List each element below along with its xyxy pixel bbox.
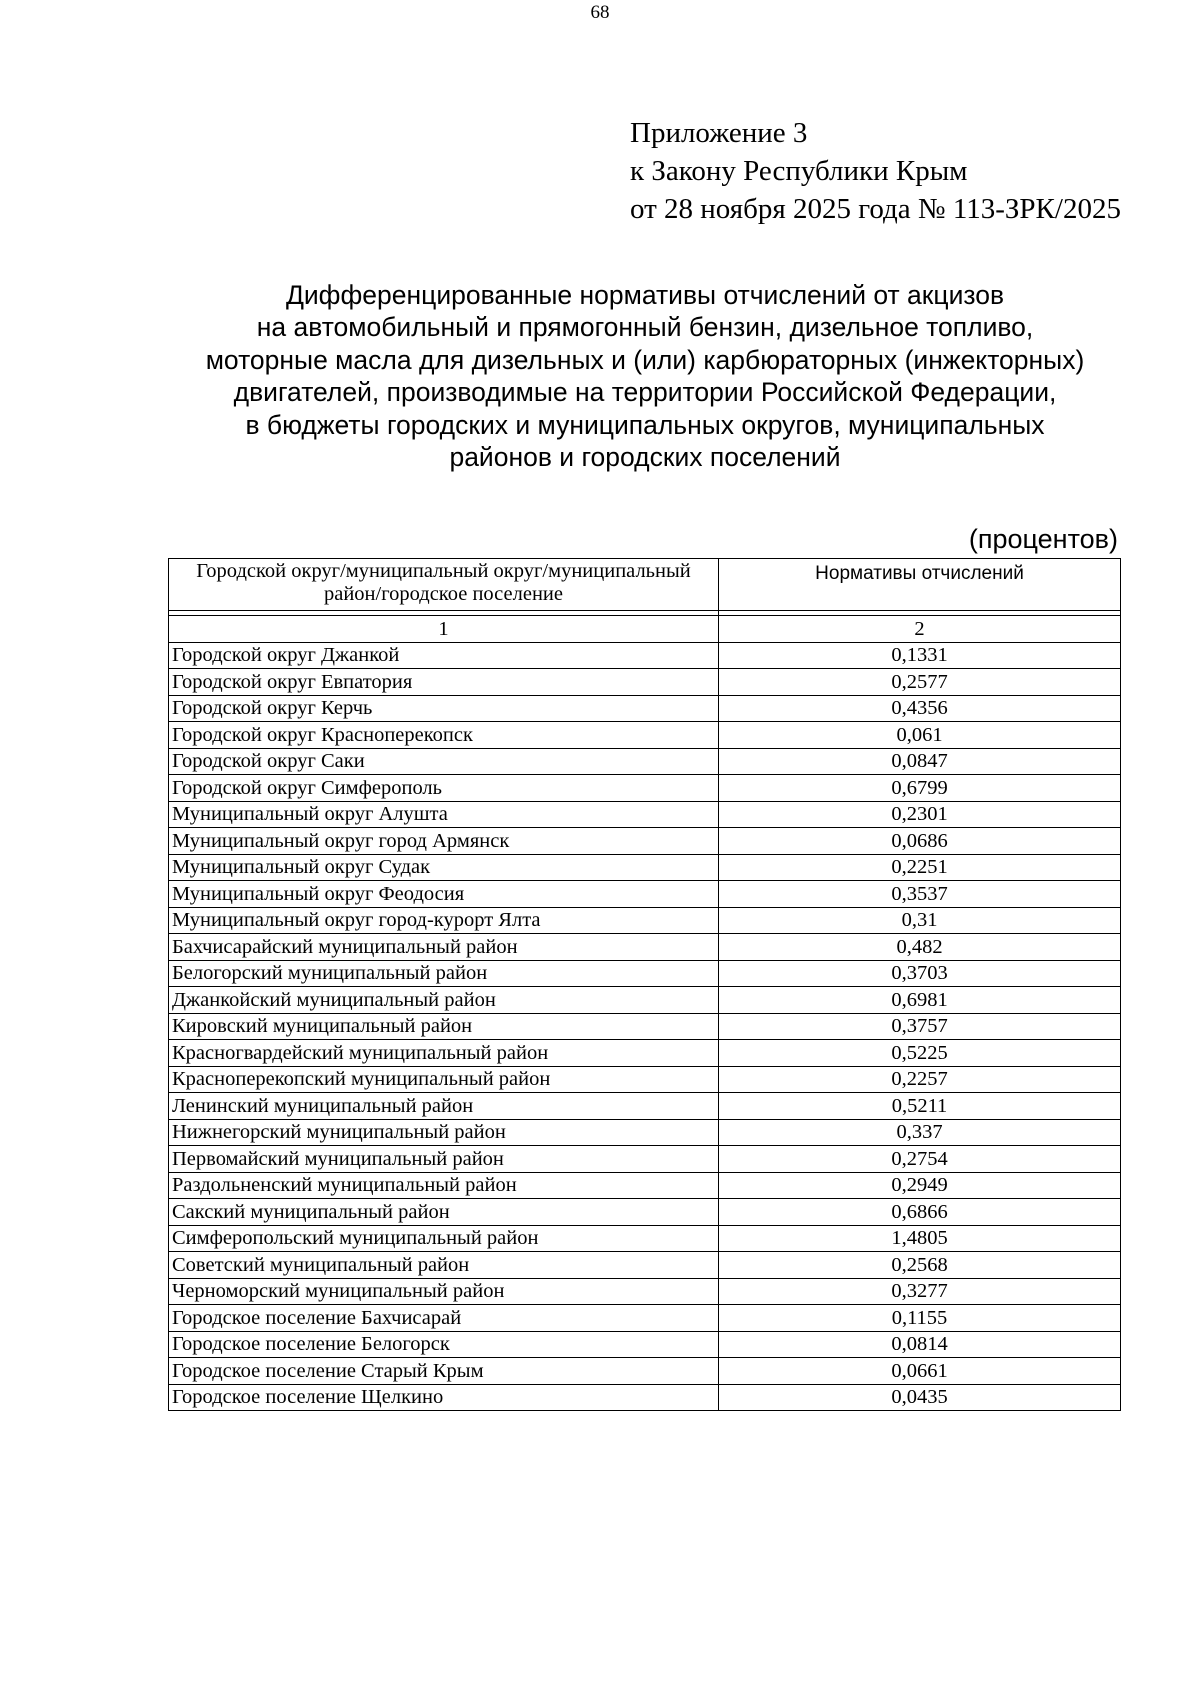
title-line: моторные масла для дизельных и (или) карбюраторных (инжекторных) [205, 344, 1085, 375]
row-value: 0,4356 [719, 695, 1121, 722]
table-row [169, 854, 1121, 881]
table-row [169, 934, 1121, 961]
table-row [169, 695, 1121, 722]
row-name: Городской округ Джанкой [169, 642, 719, 669]
appendix-line: от 28 ноября 2025 года № 113-ЗРК/2025 [630, 193, 1121, 225]
column-number: 2 [719, 616, 1121, 643]
table-row [169, 1013, 1121, 1040]
page-number: 68 [590, 2, 610, 23]
row-name: Белогорский муниципальный район [169, 960, 719, 987]
row-name: Городской округ Керчь [169, 695, 719, 722]
row-name: Раздольненский муниципальный район [169, 1172, 719, 1199]
table-row [169, 1358, 1121, 1385]
title-line: на автомобильный и прямогонный бензин, дизельное топливо, [256, 312, 1034, 343]
table-row [169, 1331, 1121, 1358]
row-name: Городской округ Саки [169, 748, 719, 775]
row-value: 0,0847 [719, 748, 1121, 775]
row-value: 0,2251 [719, 854, 1121, 881]
column-number: 1 [169, 616, 719, 643]
title-line: в бюджеты городских и муниципальных округов, муниципальных [245, 409, 1045, 440]
row-value: 0,337 [719, 1119, 1121, 1146]
header-col1-line: район/городское поселение [323, 583, 563, 605]
header-col1-line: Городской округ/муниципальный округ/муниципальный [196, 560, 691, 582]
table-row [169, 1040, 1121, 1067]
table-row [169, 748, 1121, 775]
table-row [169, 669, 1121, 696]
row-value: 0,3277 [719, 1278, 1121, 1305]
row-value: 0,2301 [719, 801, 1121, 828]
appendix-line: Приложение 3 [630, 117, 808, 149]
row-value: 0,2257 [719, 1066, 1121, 1093]
table-header-row [169, 559, 1121, 611]
row-name: Джанкойский муниципальный район [169, 987, 719, 1014]
row-name: Муниципальный округ Судак [169, 854, 719, 881]
row-name: Городское поселение Щелкино [169, 1384, 719, 1411]
row-value: 0,0814 [719, 1331, 1121, 1358]
row-value: 0,6866 [719, 1199, 1121, 1226]
row-value: 0,6799 [719, 775, 1121, 802]
row-value: 0,3757 [719, 1013, 1121, 1040]
table-row [169, 722, 1121, 749]
norms-table [168, 558, 1121, 1411]
row-value: 1,4805 [719, 1225, 1121, 1252]
row-value: 0,2568 [719, 1252, 1121, 1279]
row-name: Городской округ Симферополь [169, 775, 719, 802]
table-row [169, 1093, 1121, 1120]
row-name: Городское поселение Бахчисарай [169, 1305, 719, 1332]
row-name: Городское поселение Белогорск [169, 1331, 719, 1358]
table-row [169, 1066, 1121, 1093]
row-name: Нижнегорский муниципальный район [169, 1119, 719, 1146]
table-row [169, 1199, 1121, 1226]
row-name: Красноперекопский муниципальный район [169, 1066, 719, 1093]
row-value: 0,0435 [719, 1384, 1121, 1411]
row-value: 0,5225 [719, 1040, 1121, 1067]
table-row [169, 881, 1121, 908]
header-col2: Нормативы отчислений [719, 559, 1121, 611]
row-name: Городской округ Евпатория [169, 669, 719, 696]
row-value: 0,5211 [719, 1093, 1121, 1120]
table-row [169, 987, 1121, 1014]
table-row [169, 960, 1121, 987]
row-name: Городское поселение Старый Крым [169, 1358, 719, 1385]
row-value: 0,2754 [719, 1146, 1121, 1173]
table-row [169, 801, 1121, 828]
row-name: Муниципальный округ город Армянск [169, 828, 719, 855]
table-row [169, 1119, 1121, 1146]
row-name: Муниципальный округ Феодосия [169, 881, 719, 908]
row-name: Кировский муниципальный район [169, 1013, 719, 1040]
row-value: 0,31 [719, 907, 1121, 934]
table-row [169, 1146, 1121, 1173]
appendix-reference [630, 114, 1121, 228]
table-row [169, 828, 1121, 855]
row-name: Городской округ Красноперекопск [169, 722, 719, 749]
row-value: 0,3703 [719, 960, 1121, 987]
table-row [169, 1225, 1121, 1252]
row-name: Сакский муниципальный район [169, 1199, 719, 1226]
row-value: 0,2577 [719, 669, 1121, 696]
row-value: 0,6981 [719, 987, 1121, 1014]
row-value: 0,0661 [719, 1358, 1121, 1385]
row-value: 0,061 [719, 722, 1121, 749]
row-name: Симферопольский муниципальный район [169, 1225, 719, 1252]
title-line: Дифференцированные нормативы отчислений от акцизов [285, 280, 1005, 310]
table-row [169, 642, 1121, 669]
units-label: (процентов) [968, 524, 1118, 554]
row-value: 0,1331 [719, 642, 1121, 669]
table-row [169, 1172, 1121, 1199]
row-name: Ленинский муниципальный район [169, 1093, 719, 1120]
row-name: Муниципальный округ город-курорт Ялта [169, 907, 719, 934]
header-col1 [169, 559, 719, 611]
title-line: районов и городских поселений [449, 442, 841, 473]
column-numbers-row [169, 616, 1121, 643]
row-value: 0,0686 [719, 828, 1121, 855]
table-row [169, 775, 1121, 802]
row-name: Муниципальный округ Алушта [169, 801, 719, 828]
table-row [169, 1278, 1121, 1305]
row-value: 0,3537 [719, 881, 1121, 908]
document-title [150, 279, 1140, 473]
row-value: 0,2949 [719, 1172, 1121, 1199]
row-name: Советский муниципальный район [169, 1252, 719, 1279]
row-value: 0,482 [719, 934, 1121, 961]
row-value: 0,1155 [719, 1305, 1121, 1332]
table-row [169, 1384, 1121, 1411]
row-name: Бахчисарайский муниципальный район [169, 934, 719, 961]
table-row [169, 1252, 1121, 1279]
title-line: двигателей, производимые на территории Российской Федерации, [233, 377, 1057, 408]
appendix-line: к Закону Республики Крым [630, 155, 968, 187]
table-row [169, 1305, 1121, 1332]
row-name: Черноморский муниципальный район [169, 1278, 719, 1305]
row-name: Красногвардейский муниципальный район [169, 1040, 719, 1067]
table-row [169, 907, 1121, 934]
row-name: Первомайский муниципальный район [169, 1146, 719, 1173]
